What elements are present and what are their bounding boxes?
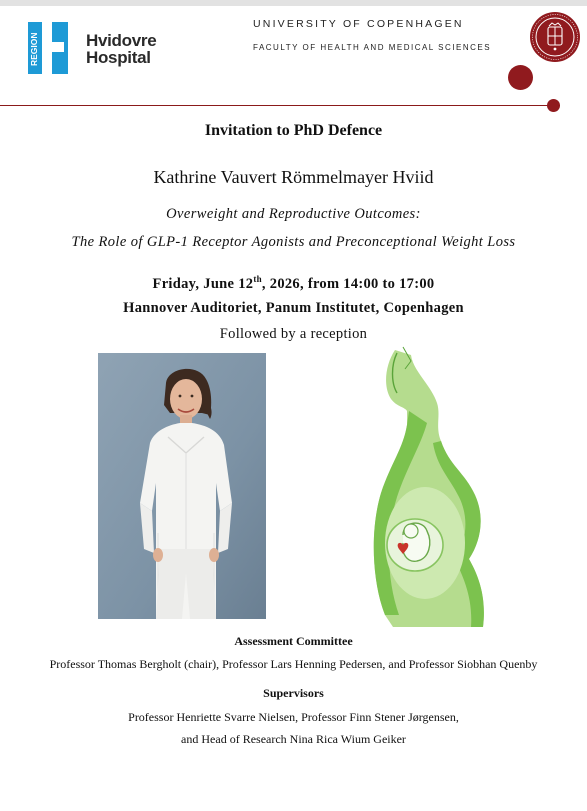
pregnancy-illustration [345, 345, 495, 630]
region-logo-text: REGION [29, 32, 39, 66]
committee-members: Professor Thomas Bergholt (chair), Professor Lars Henning Pedersen, and Professor Siobhan Quenby [49, 657, 538, 671]
hospital-name [86, 32, 156, 66]
region-hovedstaden-logo [28, 22, 78, 74]
thesis-title-line1: Overweight and Reproductive Outcomes: [166, 206, 421, 222]
supervisors-line2: and Head of Research Nina Rica Wium Geiker [181, 732, 406, 746]
top-bar [0, 0, 587, 6]
date-prefix: Friday, June 12 [152, 275, 254, 292]
university-seal-icon [529, 11, 581, 63]
date-time: , 2026, from 14:00 to 17:00 [261, 275, 435, 292]
hospital-name-line1: Hvidovre [86, 31, 157, 50]
date-ordinal: th [253, 274, 262, 284]
header-divider [0, 105, 560, 106]
supervisors-line1: Professor Henriette Svarre Nielsen, Professor Finn Stener Jørgensen, [128, 710, 459, 724]
decorative-dot-large [508, 65, 533, 90]
defence-location: Hannover Auditoriet, Panum Institutet, Copenhagen [123, 300, 464, 316]
invitation-heading: Invitation to PhD Defence [204, 122, 383, 139]
hospital-name-line2: Hospital [86, 48, 151, 67]
university-name: UNIVERSITY OF COPENHAGEN [253, 18, 464, 30]
faculty-name: FACULTY OF HEALTH AND MEDICAL SCIENCES [253, 43, 492, 52]
decorative-dot-small [547, 99, 560, 112]
candidate-portrait [98, 353, 266, 619]
thesis-title-line2: The Role of GLP-1 Receptor Agonists and Preconceptional Weight Loss [71, 234, 516, 250]
supervisors-heading: Supervisors [263, 686, 324, 700]
committee-heading: Assessment Committee [234, 634, 353, 648]
reception-note: Followed by a reception [219, 326, 368, 342]
candidate-name: Kathrine Vauvert Römmelmayer Hviid [153, 167, 434, 187]
defence-date [0, 274, 587, 293]
